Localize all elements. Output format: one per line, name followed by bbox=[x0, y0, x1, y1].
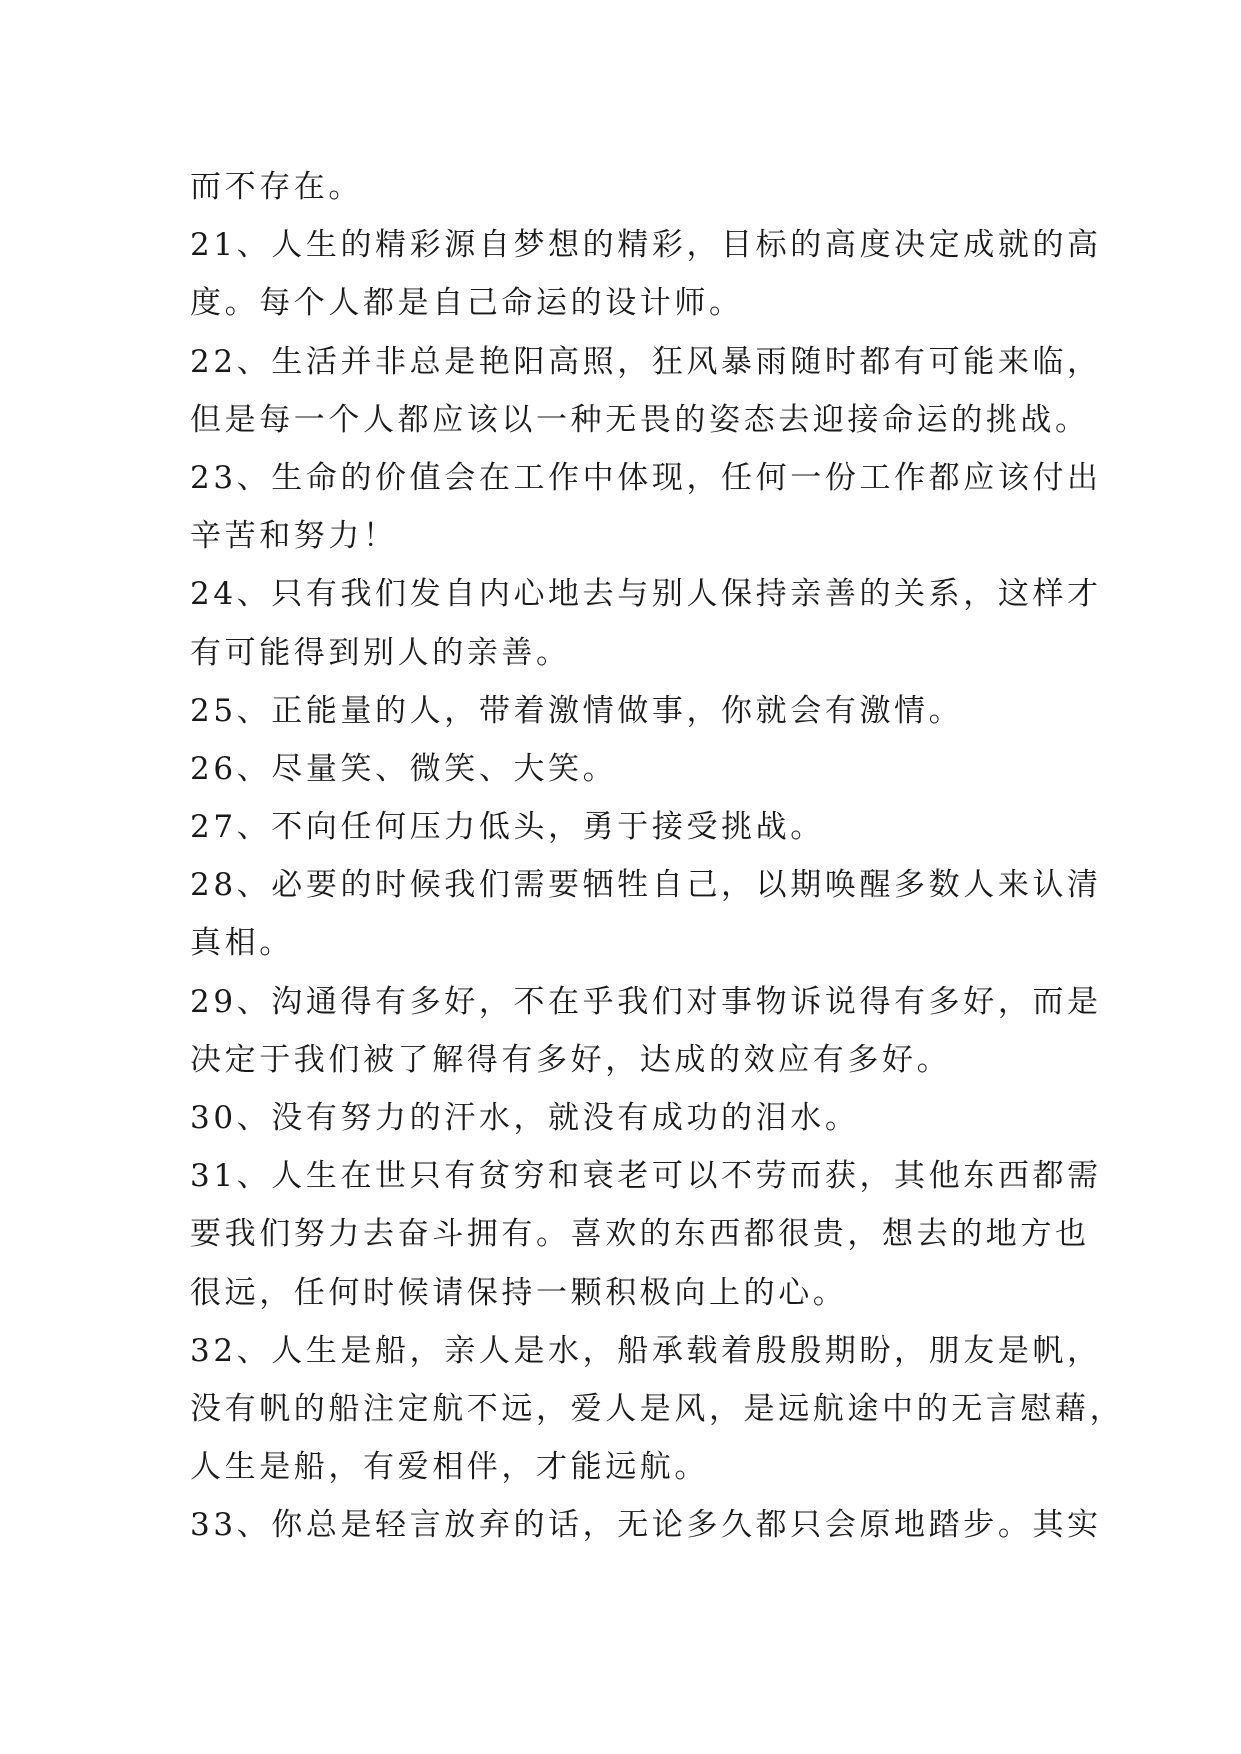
text-line: 33、你总是轻言放弃的话，无论多久都只会原地踏步。其实 bbox=[190, 1507, 1102, 1544]
text-line: 很远，任何时候请保持一颗积极向上的心。 bbox=[190, 1274, 848, 1311]
text-line: 23、生命的价值会在工作中体现，任何一份工作都应该付出 bbox=[190, 459, 1102, 496]
text-line: 32、人生是船，亲人是水，船承载着殷殷期盼，朋友是帆， bbox=[190, 1332, 1102, 1369]
text-line: 但是每一个人都应该以一种无畏的姿态去迎接命运的挑战。 bbox=[190, 401, 1090, 438]
text-line: 要我们努力去奋斗拥有。喜欢的东西都很贵，想去的地方也 bbox=[190, 1216, 1090, 1253]
text-line: 决定于我们被了解得有多好，达成的效应有多好。 bbox=[190, 1041, 952, 1078]
text-line: 真相。 bbox=[190, 925, 294, 962]
text-line: 27、不向任何压力低头，勇于接受挑战。 bbox=[190, 809, 825, 846]
text-line: 没有帆的船注定航不远，爱人是风，是远航途中的无言慰藉， bbox=[190, 1390, 1125, 1427]
text-line: 而不存在。 bbox=[190, 169, 363, 205]
text-line: 31、人生在世只有贫穷和衰老可以不劳而获，其他东西都需 bbox=[190, 1158, 1102, 1195]
text-line: 25、正能量的人，带着激情做事，你就会有激情。 bbox=[190, 692, 964, 729]
text-line: 26、尽量笑、微笑、大笑。 bbox=[190, 750, 618, 787]
text-line: 有可能得到别人的亲善。 bbox=[190, 634, 571, 671]
text-line: 24、只有我们发自内心地去与别人保持亲善的关系，这样才 bbox=[190, 576, 1102, 613]
text-line: 辛苦和努力！ bbox=[190, 518, 398, 555]
text-line: 21、人生的精彩源自梦想的精彩，目标的高度决定成就的高 bbox=[190, 227, 1102, 264]
text-line: 29、沟通得有多好，不在乎我们对事物诉说得有多好，而是 bbox=[190, 983, 1102, 1020]
text-line: 22、生活并非总是艳阳高照，狂风暴雨随时都有可能来临， bbox=[190, 343, 1102, 380]
text-line: 人生是船，有爱相伴，才能远航。 bbox=[190, 1449, 709, 1486]
text-line: 度。每个人都是自己命运的设计师。 bbox=[190, 285, 744, 322]
text-line: 30、没有努力的汗水，就没有成功的泪水。 bbox=[190, 1100, 860, 1136]
document-body bbox=[190, 158, 1125, 1555]
text-line: 28、必要的时候我们需要牺牲自己，以期唤醒多数人来认清 bbox=[190, 867, 1102, 904]
